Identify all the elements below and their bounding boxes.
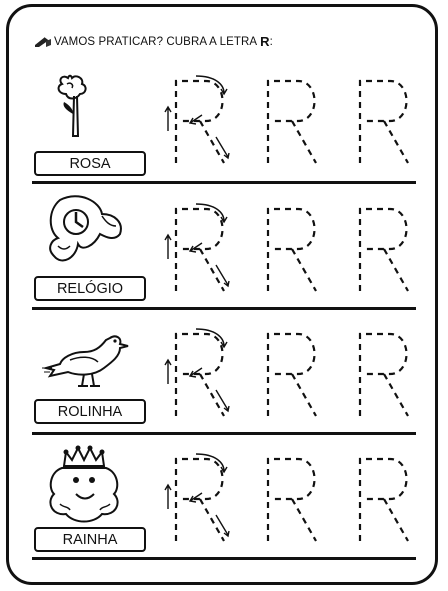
dashed-letter-r[interactable] bbox=[360, 459, 408, 541]
row-divider bbox=[32, 181, 416, 184]
row-divider bbox=[32, 432, 416, 435]
dashed-letter-r-with-arrows[interactable] bbox=[165, 454, 229, 541]
rose-icon bbox=[40, 70, 110, 140]
bird-icon bbox=[40, 328, 130, 396]
word-label-rolinha: ROLINHA bbox=[34, 399, 146, 424]
pencil-icon bbox=[34, 36, 52, 48]
instruction-text: VAMOS PRATICAR? CUBRA A LETRA bbox=[54, 35, 258, 48]
instruction-colon: : bbox=[269, 35, 273, 48]
dashed-letter-r[interactable] bbox=[268, 81, 316, 163]
instruction-letter: R bbox=[260, 34, 270, 49]
instruction-header bbox=[34, 34, 273, 49]
dashed-letter-r[interactable] bbox=[268, 334, 316, 416]
clock-icon bbox=[40, 192, 130, 272]
tracing-letters-row-4[interactable] bbox=[158, 453, 418, 545]
row-divider bbox=[32, 557, 416, 560]
dashed-letter-r[interactable] bbox=[360, 334, 408, 416]
tracing-letters-row-2[interactable] bbox=[158, 203, 418, 295]
dashed-letter-r-with-arrows[interactable] bbox=[165, 76, 229, 163]
dashed-letter-r[interactable] bbox=[268, 209, 316, 291]
word-label-rosa: ROSA bbox=[34, 151, 146, 176]
dashed-letter-r[interactable] bbox=[268, 459, 316, 541]
word-label-relogio: RELÓGIO bbox=[34, 276, 146, 301]
word-label-rainha: RAINHA bbox=[34, 527, 146, 552]
dashed-letter-r[interactable] bbox=[360, 209, 408, 291]
queen-icon bbox=[40, 444, 130, 530]
dashed-letter-r[interactable] bbox=[360, 81, 408, 163]
dashed-letter-r-with-arrows[interactable] bbox=[165, 204, 229, 291]
dashed-letter-r-with-arrows[interactable] bbox=[165, 329, 229, 416]
tracing-letters-row-3[interactable] bbox=[158, 328, 418, 420]
row-divider bbox=[32, 307, 416, 310]
tracing-letters-row-1[interactable] bbox=[158, 75, 418, 167]
